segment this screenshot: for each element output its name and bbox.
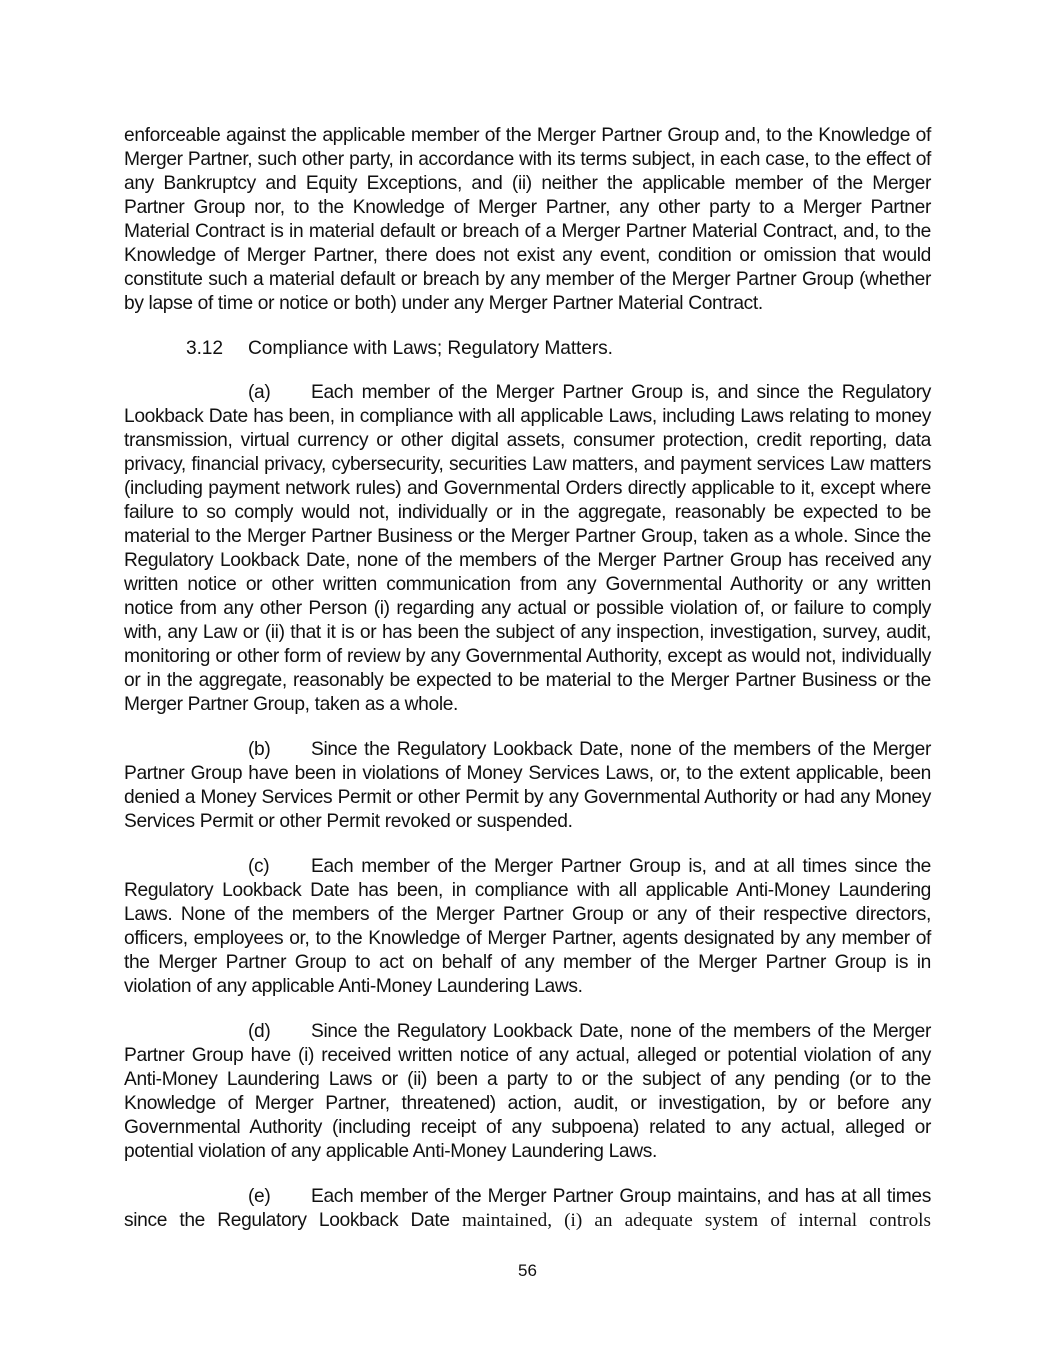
paragraph-text: Each member of the Merger Partner Group is, and since the Regulatory Lookback Date has been, in compliance with all applicable Laws, including Laws relating to money transmission, virtual currency or other digital assets, consumer protection, credit reporting, data privacy, financial privacy, cybersecurity, securities Law matters, and payment services Law matters (including payment network rules) and Governmental Orders directly applicable to it, except where failure to so comply would not, individually or in the aggregate, reasonably be expected to be material to the Merger Partner Business or the Merger Partner Group, taken as a whole. Since the Regulatory Lookback Date, none of the members of the Merger Partner Group has received any written notice or other written communication from any Governmental Authority or any written notice from any other Person (i) regarding any actual or possible violation of, or failure to comply with, any Law or (ii) that it is or has been the subject of any inspection, investigation, survey, audit, monitoring or other form of review by any Governmental Authority, except as would not, individually or in the aggregate, reasonably be expected to be material to the Merger Partner Business or the Merger Partner Group, taken as a whole. <box>124 382 931 715</box>
paragraph-a <box>124 381 931 717</box>
section-title: Compliance with Laws; Regulatory Matters. <box>248 338 613 359</box>
page-number: 56 <box>518 1261 537 1280</box>
section-heading <box>124 337 931 361</box>
paragraph-label: (c) <box>248 856 270 877</box>
paragraph-label: (e) <box>248 1186 271 1207</box>
paragraph-label: (d) <box>248 1021 271 1042</box>
paragraph-text: Each member of the Merger Partner Group maintains, and has at all times since the Regulatory Lookback Date <box>124 1186 931 1231</box>
paragraph-label: (a) <box>248 382 271 403</box>
paragraph-text: Since the Regulatory Lookback Date, none of the members of the Merger Partner Group have been in violations of Money Services Laws, or, to the extent applicable, been denied a Money Services Permit or other Permit by any Governmental Authority or had any Money Services Permit or other Permit revoked or suspended. <box>124 739 931 832</box>
paragraph-text: Each member of the Merger Partner Group is, and at all times since the Regulatory Lookback Date has been, in compliance with all applicable Anti-Money Laundering Laws. None of the members of the Merger Partner Group or any of their respective directors, officers, employees or, to the Knowledge of Merger Partner, agents designated by any member of the Merger Partner Group to act on behalf of any member of the Merger Partner Group is in violation of any applicable Anti-Money Laundering Laws. <box>124 856 931 997</box>
paragraph-text: Since the Regulatory Lookback Date, none of the members of the Merger Partner Group have (i) received written notice of any actual, alleged or potential violation of any Anti-Money Laundering Laws or (ii) been a party to or the subject of any pending (or to the Knowledge of Merger Partner, threatened) action, audit, or investigation, by or before any Governmental Authority (including receipt of any subpoena) related to any actual, alleged or potential violation of any applicable Anti-Money Laundering Laws. <box>124 1021 931 1162</box>
section-number: 3.12 <box>186 338 223 359</box>
paragraph-d <box>124 1020 931 1164</box>
paragraph-b <box>124 738 931 834</box>
continuation-paragraph: enforceable against the applicable member of the Merger Partner Group and, to the Knowledge of Merger Partner, such other party, in accordance with its terms subject, in each case, to the effect of any Bankruptcy and Equity Exceptions, and (ii) neither the applicable member of the Merger Partner Group nor, to the Knowledge of Merger Partner, any other party to a Merger Partner Material Contract is in material default or breach of a Merger Partner Material Contract, and, to the Knowledge of Merger Partner, there does not exist any event, condition or omission that would constitute such a material default or breach by any member of the Merger Partner Group (whether by lapse of time or notice or both) under any Merger Partner Material Contract. <box>124 125 931 314</box>
paragraph-c <box>124 855 931 999</box>
document-page <box>124 124 931 1254</box>
paragraph-text-serif: maintained, (i) an adequate system of internal controls <box>461 1210 931 1231</box>
paragraph-label: (b) <box>248 739 271 760</box>
paragraph-e <box>124 1185 931 1233</box>
